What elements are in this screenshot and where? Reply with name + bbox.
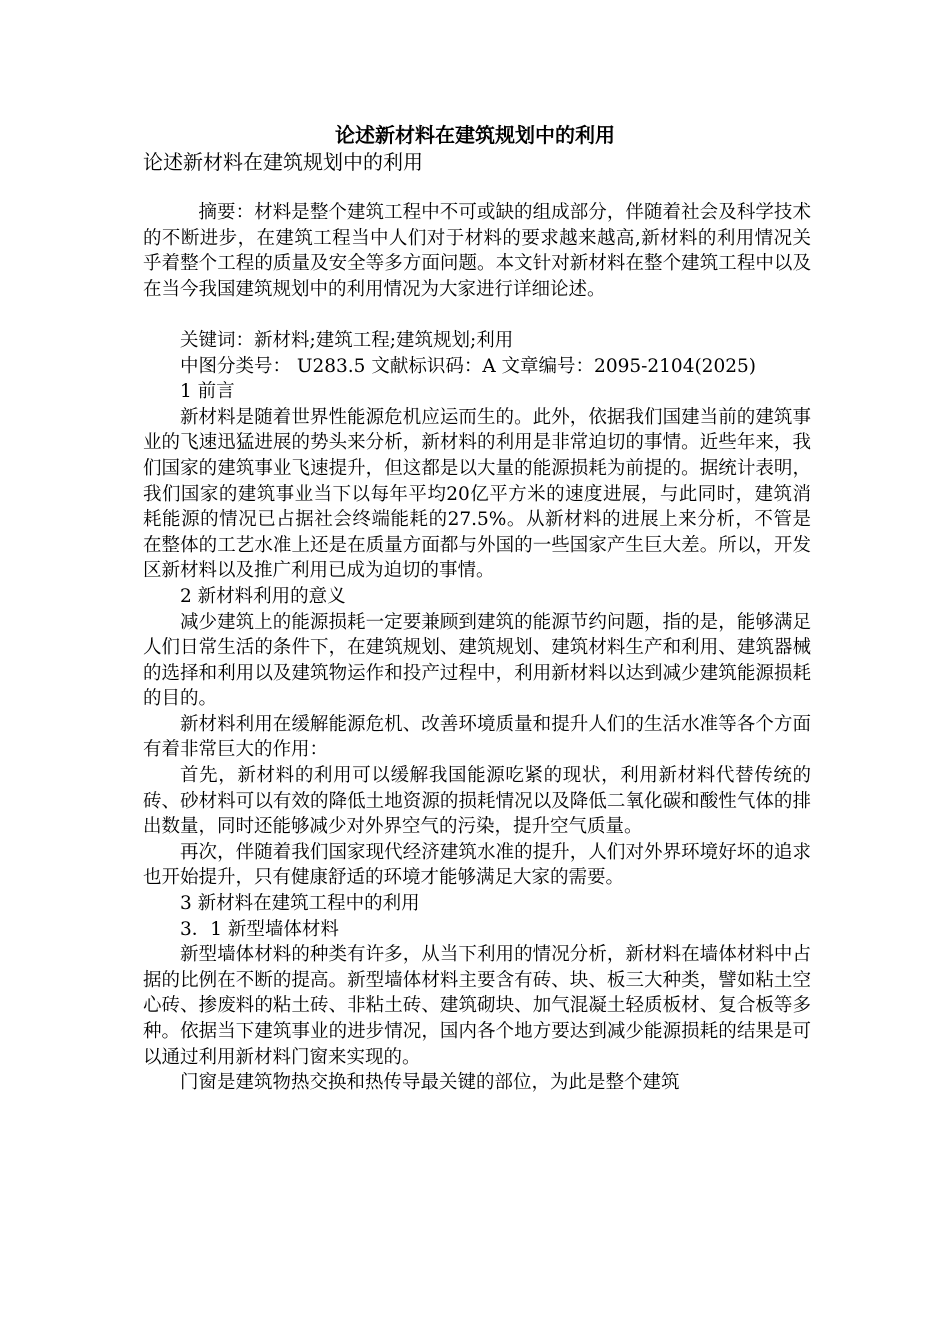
classification-line: 中图分类号： U283.5 文献标识码：A 文章编号：2095-2104(2025)	[180, 355, 756, 377]
document-subtitle: 论述新材料在建筑规划中的利用	[143, 150, 423, 174]
section-2-paragraph-1: 减少建筑上的能源损耗一定要兼顾到建筑的能源节约问题，指的是，能够满足人们日常生活的条件下，在建筑规划、建筑规划、建筑材料生产和利用、建筑器械的选择和利用以及建筑物运作和投产过程中，利用新材料以达到减少建筑能源损耗的目的。	[143, 611, 811, 710]
section-2-heading: 2 新材料利用的意义	[180, 585, 346, 607]
section-3-1-paragraph-1: 新型墙体材料的种类有许多，从当下利用的情况分析，新材料在墙体材料中占据的比例在不断的提高。新型墙体材料主要含有砖、块、板三大种类，譬如粘土空心砖、掺废料的粘土砖、非粘土砖、建筑砌块、加气混凝土轻质板材、复合板等多种。依据当下建筑事业的进步情况，国内各个地方要达到减少能源损耗的结果是可以通过利用新材料门窗来实现的。	[143, 944, 811, 1068]
blank-line	[143, 302, 811, 328]
section-2-paragraph-3: 首先，新材料的利用可以缓解我国能源吃紧的现状，利用新材料代替传统的砖、砂材料可以有效的降低土地资源的损耗情况以及降低二氧化碳和酸性气体的排出数量，同时还能够减少对外界空气的污染，提升空气质量。	[143, 765, 811, 838]
section-3-1-paragraph-2: 门窗是建筑物热交换和热传导最关键的部位，为此是整个建筑	[180, 1072, 680, 1094]
section-2-paragraph-4: 再次，伴随着我们国家现代经济建筑水准的提升，人们对外界环境好坏的追求也开始提升，只有健康舒适的环境才能够满足大家的需要。	[143, 841, 811, 889]
section-3-heading: 3 新材料在建筑工程中的利用	[180, 893, 420, 915]
section-2-paragraph-2: 新材料利用在缓解能源危机、改善环境质量和提升人们的生活水准等各个方面有着非常巨大的作用：	[143, 713, 811, 761]
section-1-paragraph-1: 新材料是随着世界性能源危机应运而生的。此外，依据我们国建当前的建筑事业的飞速迅猛进展的势头来分析，新材料的利用是非常迫切的事情。近些年来，我们国家的建筑事业飞速提升，但这都是以大量的能源损耗为前提的。据统计表明，我们国家的建筑事业当下以每年平均20亿平方米的速度进展，与此同时，建筑消耗能源的情况已占据社会终端能耗的27.5%。从新材料的进展上来分析，不管是在整体的工艺水准上还是在质量方面都与外国的一些国家产生巨大差。所以，开发区新材料以及推广利用已成为迫切的事情。	[143, 406, 811, 582]
document-title: 论述新材料在建筑规划中的利用	[335, 123, 615, 147]
keywords-line: 关键词：新材料;建筑工程;建筑规划;利用	[180, 329, 514, 351]
section-3-1-heading: 3．1 新型墙体材料	[180, 918, 339, 940]
section-1-heading: 1 前言	[180, 381, 235, 403]
document-body	[143, 200, 811, 1096]
abstract-paragraph: 摘要：材料是整个建筑工程中不可或缺的组成部分，伴随着社会及科学技术的不断进步，在建筑工程当中人们对于材料的要求越来越高,新材料的利用情况关乎着整个工程的质量及安全等多方面问题。本文针对新材料在整个建筑工程中以及在当今我国建筑规划中的利用情况为大家进行详细论述。	[143, 202, 811, 300]
